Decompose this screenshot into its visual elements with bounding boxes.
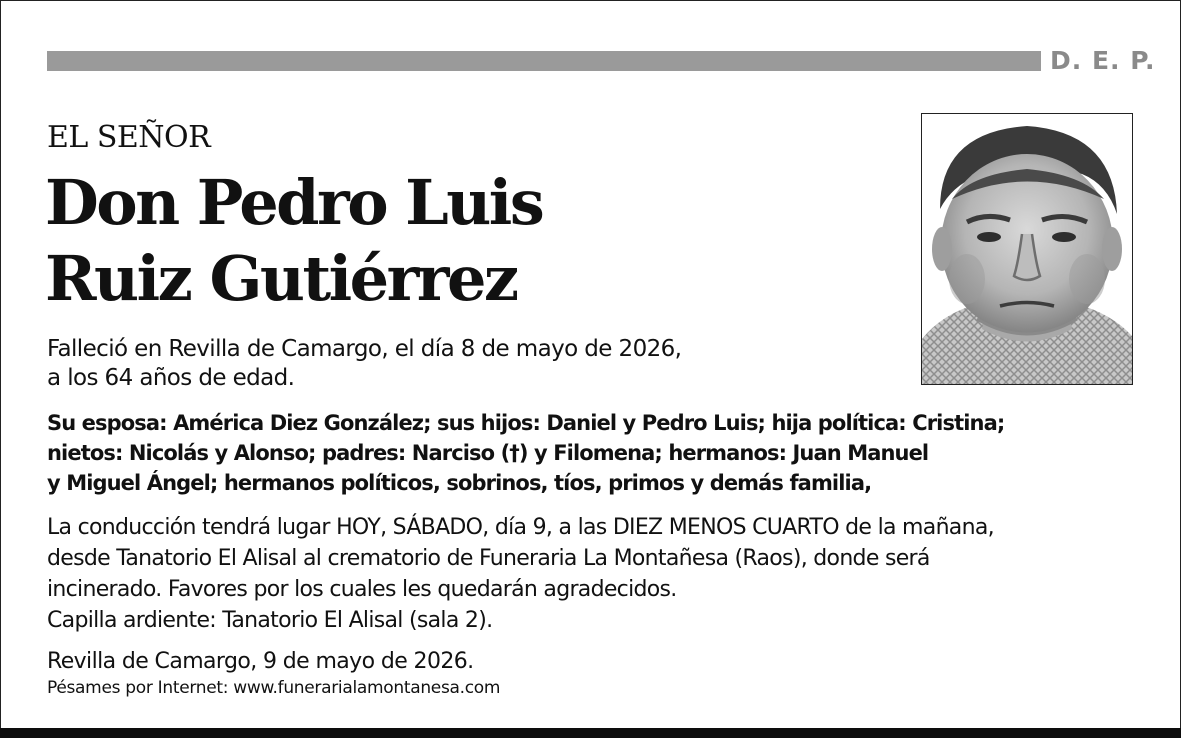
family-line-2: nietos: Nicolás y Alonso; padres: Narciso (†) y Filomena; hermanos: Juan Manuel	[47, 441, 929, 465]
header-bar	[47, 51, 1041, 71]
service-line-4: Capilla ardiente: Tanatorio El Alisal (sala 2).	[47, 608, 493, 633]
place-date: Revilla de Camargo, 9 de mayo de 2026.	[47, 649, 474, 674]
condolences-link: Pésames por Internet: www.funerarialamontanesa.com	[47, 678, 501, 698]
service-line-2: desde Tanatorio El Alisal al crematorio de Funeraria La Montañesa (Raos), donde será	[47, 546, 930, 571]
dep-badge: D. E. P.	[1050, 46, 1156, 75]
deceased-name-line-2: Ruiz Gutiérrez	[45, 242, 517, 315]
portrait-photo	[921, 113, 1133, 385]
service-details	[47, 512, 994, 636]
bottom-rule	[0, 728, 1181, 738]
family-line-3: y Miguel Ángel; hermanos políticos, sobrinos, tíos, primos y demás familia,	[47, 471, 872, 495]
death-notice	[47, 335, 747, 393]
service-line-1: La conducción tendrá lugar HOY, SÁBADO, día 9, a las DIEZ MENOS CUARTO de la mañana,	[47, 515, 994, 540]
death-notice-line-2: a los 64 años de edad.	[47, 365, 295, 391]
deceased-name	[45, 165, 542, 317]
title-prefix: EL SEÑOR	[47, 120, 211, 155]
death-notice-line-1: Falleció en Revilla de Camargo, el día 8 de mayo de 2026,	[47, 336, 682, 362]
deceased-name-line-1: Don Pedro Luis	[45, 166, 543, 239]
service-line-3: incinerado. Favores por los cuales les quedarán agradecidos.	[47, 577, 677, 602]
family-list	[47, 408, 1004, 498]
family-line-1: Su esposa: América Diez González; sus hijos: Daniel y Pedro Luis; hija política: Cristina;	[47, 411, 1005, 435]
portrait-image	[922, 114, 1132, 384]
